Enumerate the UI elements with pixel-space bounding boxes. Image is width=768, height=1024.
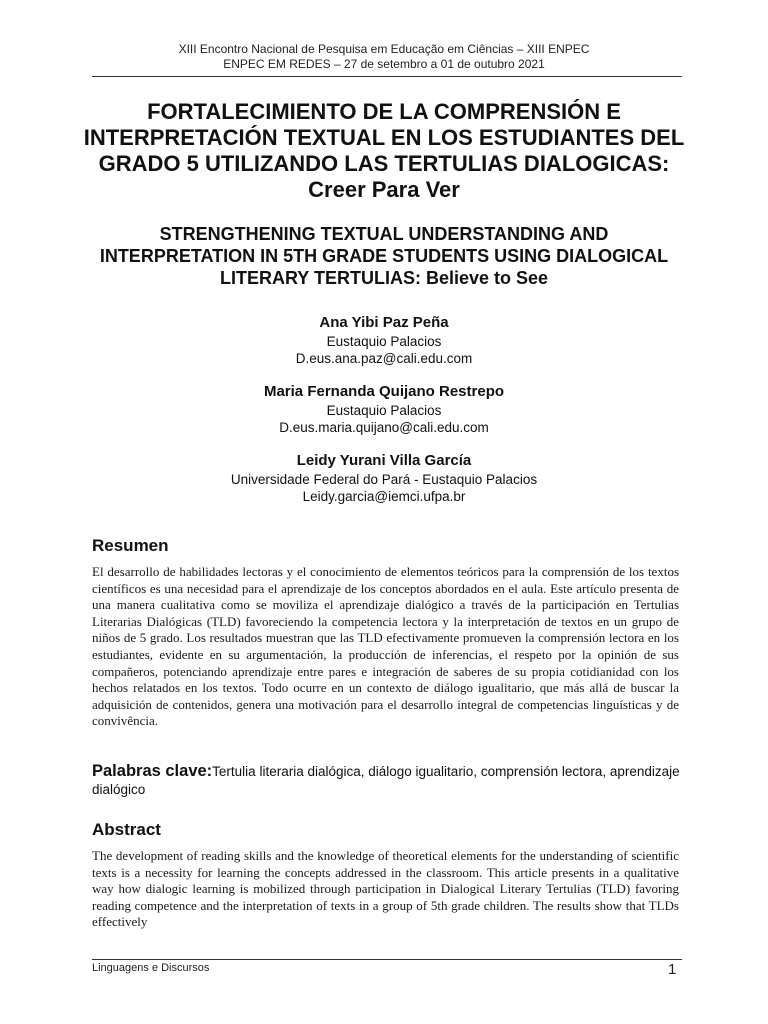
author-block [92, 451, 676, 505]
author-name: Ana Yibi Paz Peña [319, 314, 449, 331]
keywords-text: Tertulia literaria dialógica, diálogo igualitario, comprensión lectora, aprendizaje dialógico [92, 764, 680, 797]
author-affiliation: Eustaquio Palacios [326, 334, 442, 349]
abstract-body: The development of reading skills and the knowledge of theoretical elements for the understanding of scientific texts is a necessity for learning the concepts addressed in the classroom. This article presents in a qualitative way how dialogic learning is mobilized through participation in Dialogical Literary Tertulias (TLD) favoring reading competence and the interpretation of texts in a group of 5th grade children. The results show that TLDs effectively [92, 848, 679, 930]
author-affiliation: Eustaquio Palacios [326, 403, 442, 418]
header-divider [92, 76, 682, 77]
author-name: Leidy Yurani Villa García [296, 452, 472, 469]
footer-divider [92, 959, 682, 960]
keywords-paragraph [92, 762, 684, 799]
author-list [92, 313, 676, 520]
resumen-body: El desarrollo de habilidades lectoras y el conocimiento de elementos teóricos para la comprensión de los textos científicos es una necesidad para el aprendizaje de los conceptos abordados en el aula. Este artículo presenta de una manera cualitativa como se moviliza el aprendizaje dialógico a través de la participación en Tertulias Literarias Dialógicas (TLD) favoreciendo la competencia lectora y la interpretación de textos en un grupo de niños de 5 grado. Los resultados muestran que las TLD efectivamente promueven la comprensión lectora en los estudiantes, evidente en su argumentación, la producción de inferencias, el respeto por la opinión de sus compañeros, potenciando aprendizaje entre pares e integración de saberes de su propia cotidianidad con los hechos relatados en los textos. Todo ocurre en un contexto de diálogo igualitario, que más allá de buscar la adquisición de contenidos, genera una motivación para el desarrollo integral de competencias linguísticas y de convivência. [92, 564, 679, 729]
page-header [0, 42, 768, 72]
paper-title-english: STRENGTHENING TEXTUAL UNDERSTANDING AND INTERPRETATION IN 5TH GRADE STUDENTS USING DIALOGICAL LITERARY TERTULIAS: Believe to See [99, 224, 669, 288]
author-email: Leidy.garcia@iemci.ufpa.br [302, 489, 466, 504]
footer-section-name: Linguagens e Discursos [92, 962, 210, 974]
page-number: 1 [668, 961, 677, 978]
keywords-label: Palabras clave: [92, 762, 213, 780]
author-block [92, 382, 676, 436]
resumen-heading: Resumen [92, 536, 169, 555]
author-affiliation: Universidade Federal do Pará - Eustaquio Palacios [230, 472, 538, 487]
author-email: D.eus.maria.quijano@cali.edu.com [279, 420, 489, 435]
header-conference-line: XIII Encontro Nacional de Pesquisa em Educação em Ciências – XIII ENPEC [178, 42, 590, 56]
abstract-heading: Abstract [92, 820, 161, 839]
author-email: D.eus.ana.paz@cali.edu.com [295, 351, 473, 366]
paper-title-spanish: FORTALECIMIENTO DE LA COMPRENSIÓN E INTERPRETACIÓN TEXTUAL EN LOS ESTUDIANTES DEL GRADO 5 UTILIZANDO LAS TERTULIAS DIALOGICAS: Creer Para Ver [83, 99, 685, 202]
header-date-line: ENPEC EM REDES – 27 de setembro a 01 de outubro 2021 [223, 57, 545, 71]
author-name: Maria Fernanda Quijano Restrepo [263, 383, 505, 400]
author-block [92, 313, 676, 367]
